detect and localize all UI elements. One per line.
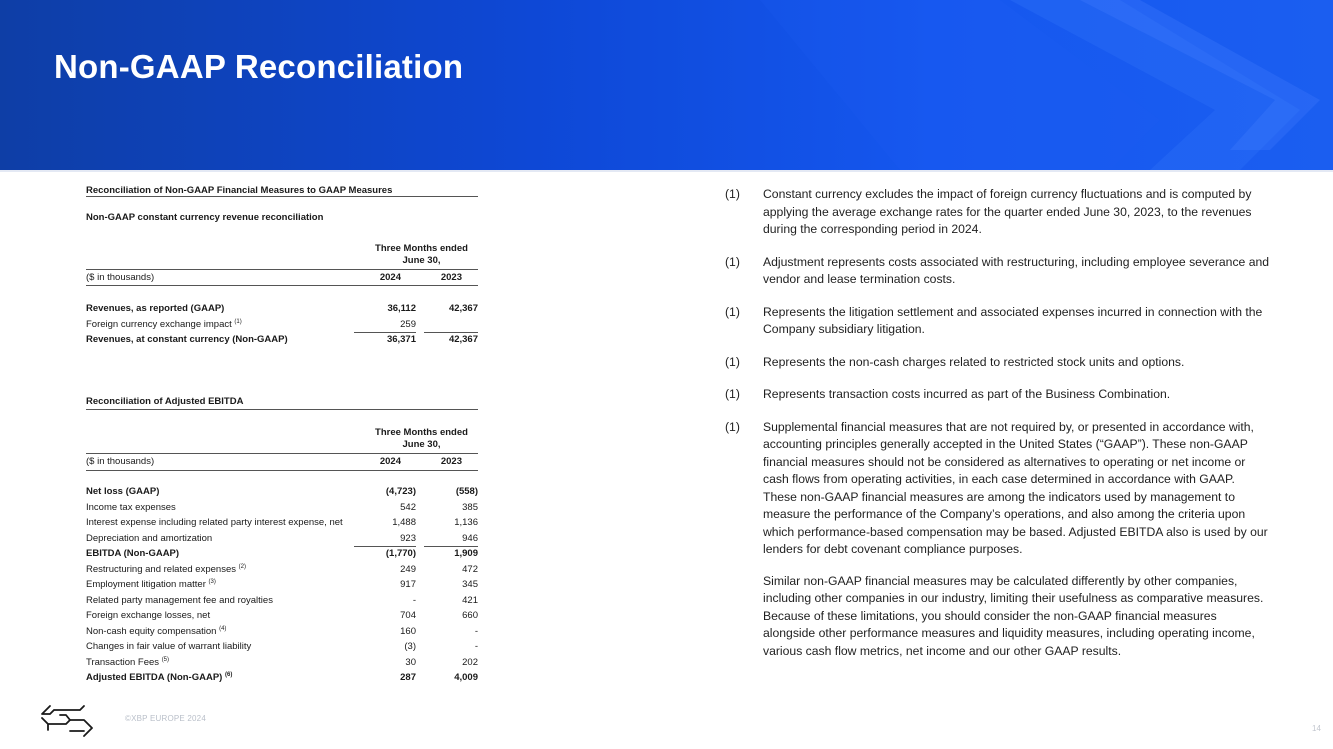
table-row (86, 548, 478, 563)
row-label (86, 533, 212, 544)
footnote-number: (1) (725, 387, 740, 401)
subtotal-rule (424, 332, 478, 333)
table-row (86, 641, 478, 656)
value-2024: - (412, 594, 416, 606)
table-row (86, 303, 478, 318)
row-label-text: Foreign exchange losses, net (86, 610, 211, 621)
subtotal-rule (424, 546, 478, 547)
footnote-number: (1) (725, 419, 740, 434)
value-2023: 345 (462, 579, 478, 590)
table-row (86, 319, 478, 334)
row-label (86, 486, 159, 497)
row-label (86, 672, 232, 683)
row-label-text: Income tax expenses (86, 501, 176, 513)
row-label (86, 548, 179, 559)
value-2023: 385 (462, 501, 478, 513)
period-line1: Three Months ended (375, 427, 468, 438)
value-2023: 472 (462, 563, 478, 575)
row-label (86, 595, 273, 606)
table-row (86, 502, 478, 517)
footnote-number: (1) (725, 354, 740, 369)
footnote-item (725, 386, 1270, 404)
header-rule (86, 285, 478, 286)
value-2023: 4,009 (454, 672, 478, 683)
footnote-list (725, 186, 1270, 559)
col-2024: 2024 (379, 456, 401, 467)
revenue-reconciliation-table (86, 183, 478, 353)
row-label (86, 502, 176, 513)
xbp-logo-icon (40, 703, 94, 737)
column-header-row (86, 456, 478, 470)
units-label: ($ in thousands) (86, 456, 155, 467)
footnote-marker: (1) (234, 318, 242, 325)
row-label-text: Related party management fee and royalties (86, 594, 273, 606)
table-row (86, 672, 478, 687)
value-2023: 42,367 (448, 334, 478, 345)
value-2023: - (474, 641, 478, 652)
col-2023: 2023 (440, 272, 462, 283)
row-label-text: EBITDA (Non-GAAP) (86, 548, 180, 559)
footnote-paragraph-text: Similar non-GAAP financial measures may be calculated differently by other companies, including other companies in our industry, limiting their usefulness as comparative measures. Because of these limitations, you should consider the non-GAAP financial measures alongside other performance measures and liquidity measures, including operating income, various cash flow metrics, net income and our other GAAP results. (763, 573, 1264, 658)
table-subtitle: Non-GAAP constant currency revenue reconciliation (86, 212, 324, 223)
page-title: Non-GAAP Reconciliation (54, 48, 464, 85)
page-number: 14 (1312, 724, 1321, 733)
footnote-marker: (6) (224, 671, 233, 678)
value-2024: 30 (405, 656, 416, 668)
row-label-text: Depreciation and amortization (86, 532, 213, 544)
period-header (365, 243, 478, 267)
footnote-item (725, 254, 1270, 289)
table-row (86, 334, 478, 349)
row-label (86, 303, 224, 314)
footnote-item (725, 419, 1270, 559)
row-label-text: Interest expense including related party interest expense, net (86, 517, 343, 528)
footnote-paragraph (725, 573, 1270, 661)
table-row (86, 626, 478, 641)
row-label (86, 626, 226, 637)
value-2024: (4,723) (385, 486, 416, 497)
row-label-text: Revenues, at constant currency (Non-GAAP) (86, 334, 288, 345)
table-row (86, 610, 478, 625)
value-2024: (1,770) (385, 548, 416, 559)
period-header (365, 427, 478, 451)
footnote-number: (1) (725, 254, 740, 269)
footnote-marker: (4) (219, 625, 227, 632)
value-2024: 36,112 (387, 303, 416, 314)
value-2023: 42,367 (448, 303, 478, 314)
header-divider (0, 170, 1333, 172)
footnote-marker: (5) (161, 656, 170, 663)
value-2024: 923 (400, 532, 416, 544)
value-2023: 421 (462, 594, 478, 606)
value-2023: 1,909 (454, 548, 478, 559)
row-label (86, 579, 216, 590)
row-label-text: Adjusted EBITDA (Non-GAAP) (86, 672, 223, 683)
row-label-text: Net loss (GAAP) (86, 486, 160, 497)
value-2024: 259 (400, 318, 416, 330)
table-row (86, 579, 478, 594)
value-2024: (3) (404, 641, 416, 652)
value-2023: 946 (462, 532, 478, 544)
subtotal-rule (354, 332, 416, 333)
section-title: Reconciliation of Adjusted EBITDA (86, 396, 244, 407)
row-label (86, 564, 246, 575)
table-row (86, 517, 478, 532)
row-label (86, 334, 288, 345)
footnote-text: Supplemental financial measures that are not required by, or presented in accordance with, accounting principles generally accepted in the United States (“GAAP”). These non-GAAP financial measures should not be considered as alternatives to operating or net income or cash flows from operating activities, in each case determined in accordance with GAAP. These non-GAAP financial measures are among the indicators used by management to measure the performance of the Company’s operations, and also among the criteria upon which performance-based compensation may be based. Adjusted EBITDA also is used by our lenders for debt covenant compliance purposes. (763, 419, 1268, 556)
value-2024: 249 (400, 563, 416, 575)
header-rule (86, 453, 478, 454)
value-2023: 202 (462, 656, 478, 668)
value-2024: 704 (400, 610, 416, 621)
value-2023: - (474, 625, 478, 637)
table-row (86, 564, 478, 579)
value-2024: 287 (400, 672, 416, 683)
value-2023: 660 (462, 610, 478, 621)
period-line2: June 30, (402, 439, 441, 450)
footnote-text: Represents the non-cash charges related to restricted stock units and options. (763, 354, 1185, 369)
footnote-text: Constant currency excludes the impact of foreign currency fluctuations and is computed by applying the average exchange rates for the quarter ended June 30, 2023, to the revenues during the corresponding period in 2024. (763, 187, 1252, 236)
table-row (86, 533, 478, 548)
row-label (86, 657, 169, 668)
period-line2: June 30, (402, 255, 441, 266)
period-line1: Three Months ended (375, 243, 468, 254)
adjusted-ebitda-table (86, 393, 478, 693)
section-rule (86, 409, 478, 410)
header-banner (0, 0, 1333, 170)
row-label-text: Restructuring and related expenses (86, 563, 236, 575)
row-label (86, 517, 343, 528)
footnotes (725, 186, 1270, 660)
row-label-text: Changes in fair value of warrant liability (86, 641, 252, 652)
units-label: ($ in thousands) (86, 272, 155, 283)
row-label (86, 610, 210, 621)
col-2024: 2024 (379, 272, 401, 283)
value-2023: (558) (455, 486, 478, 497)
footnote-marker: (2) (238, 563, 246, 570)
row-label (86, 319, 242, 330)
footnote-text: Represents the litigation settlement and associated expenses incurred in connection with the Company subsidiary litigation. (763, 304, 1263, 336)
value-2024: 36,371 (386, 334, 416, 345)
value-2024: 160 (400, 625, 416, 637)
section-title: Reconciliation of Non-GAAP Financial Measures to GAAP Measures (86, 185, 393, 196)
row-label-text: Non-cash equity compensation (86, 625, 217, 637)
subtotal-rule (354, 546, 416, 547)
footnote-item (725, 186, 1270, 239)
copyright: ©XBP EUROPE 2024 (125, 714, 206, 723)
col-2023: 2023 (440, 456, 462, 467)
footnote-item (725, 354, 1270, 372)
row-label-text: Foreign currency exchange impact (86, 318, 232, 330)
row-label (86, 641, 251, 652)
table-row (86, 486, 478, 501)
value-2024: 917 (400, 579, 416, 590)
section-rule (86, 196, 478, 197)
footnote-item (725, 304, 1270, 339)
footnote-text: Adjustment represents costs associated with restructuring, including employee severance and vendor and lease termination costs. (763, 254, 1270, 286)
row-label-text: Revenues, as reported (GAAP) (86, 303, 225, 314)
value-2024: 542 (400, 501, 416, 513)
footnote-number: (1) (725, 187, 740, 201)
header-rule (86, 470, 478, 471)
row-label-text: Employment litigation matter (86, 579, 206, 590)
row-label-text: Transaction Fees (86, 656, 160, 668)
value-2024: 1,488 (392, 517, 416, 528)
footnote-text: Represents transaction costs incurred as part of the Business Combination. (763, 387, 1171, 401)
table-row (86, 595, 478, 610)
table-row (86, 657, 478, 672)
footnote-marker: (3) (208, 578, 216, 585)
column-header-row (86, 272, 478, 286)
value-2023: 1,136 (454, 517, 478, 528)
header-rule (86, 269, 478, 270)
footnote-number: (1) (725, 304, 740, 319)
